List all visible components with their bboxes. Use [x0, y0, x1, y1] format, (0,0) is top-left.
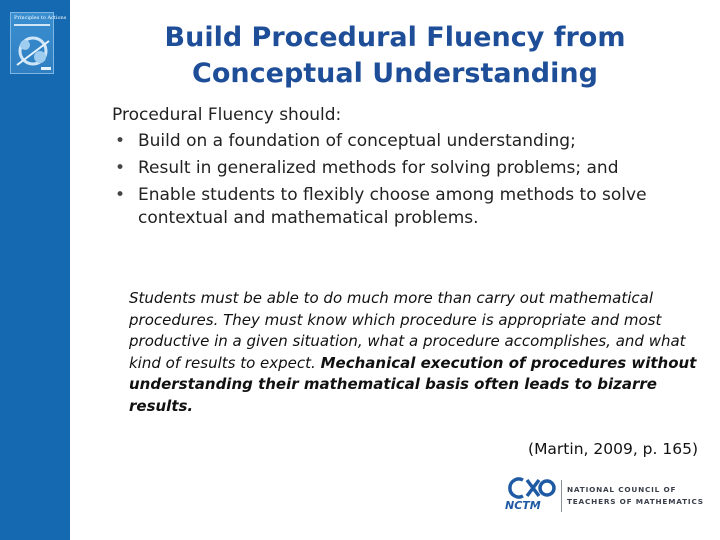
bullet-list: [112, 130, 692, 230]
bullet-item: [112, 130, 692, 153]
bullet-item: [112, 184, 692, 230]
cover-subtitle-line: [14, 24, 50, 26]
quote-block: [129, 288, 699, 417]
logo-line-1: NATIONAL COUNCIL OF: [567, 485, 677, 494]
bullet-icon: •: [115, 185, 126, 205]
logo-divider: [561, 480, 562, 512]
slide-title: [110, 20, 680, 92]
quote-emphasis: Mechanical execution of procedures without understanding their mathematical basis often leads to bizarre results.: [129, 353, 697, 415]
logo-acronym: NCTM: [505, 499, 541, 512]
bullet-icon: •: [115, 131, 126, 151]
nctm-logo: [503, 476, 703, 516]
bullet-text: Build on a foundation of conceptual understanding;: [138, 131, 576, 151]
slide-title-line-2: Conceptual Understanding: [192, 58, 598, 89]
sidebar-band: [0, 0, 70, 540]
body-content: [112, 104, 692, 234]
bullet-icon: •: [115, 158, 126, 178]
logo-line-2: TEACHERS OF MATHEMATICS: [567, 497, 704, 506]
bullet-text: Enable students to flexibly choose among methods to solve contextual and mathematical problems.: [138, 185, 647, 228]
bullet-item: [112, 157, 692, 180]
citation: (Martin, 2009, p. 165): [528, 440, 698, 458]
logo-text: [567, 484, 703, 508]
bullet-text: Result in generalized methods for solving problems; and: [138, 158, 619, 178]
cover-artwork-icon: [13, 29, 53, 73]
quote-text: Students must be able to do much more than carry out mathematical procedures. They must know which procedure is appropriate and most productive in a given situation, what a procedure accomplishes, and what kind of results to expect.: [129, 289, 686, 372]
book-cover-thumbnail: [10, 12, 67, 74]
cover-title: Principles to Actions: [14, 15, 67, 21]
intro-text: Procedural Fluency should:: [112, 105, 342, 125]
slide-title-line-1: Build Procedural Fluency from: [164, 22, 626, 53]
